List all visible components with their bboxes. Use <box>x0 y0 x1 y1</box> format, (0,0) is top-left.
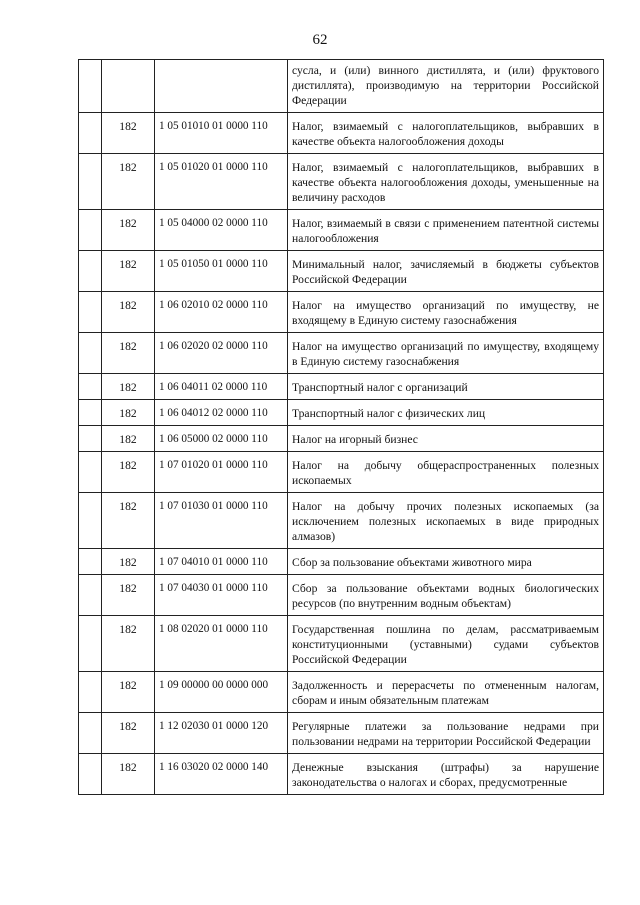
row-number-cell <box>79 60 102 113</box>
row-number-cell <box>79 754 102 795</box>
table-row <box>79 292 604 333</box>
table-row <box>79 754 604 795</box>
admin-code-cell: 182 <box>102 210 155 251</box>
admin-code-cell: 182 <box>102 426 155 452</box>
revenue-description-cell: Налог на имущество организаций по имуществу, входящему в Единую систему газоснабжения <box>288 333 604 374</box>
row-number-cell <box>79 210 102 251</box>
kbk-code-cell: 1 06 02010 02 0000 110 <box>155 292 288 333</box>
table-row <box>79 374 604 400</box>
table-row <box>79 210 604 251</box>
admin-code-cell: 182 <box>102 713 155 754</box>
kbk-code-cell: 1 07 01030 01 0000 110 <box>155 493 288 549</box>
admin-code-cell: 182 <box>102 616 155 672</box>
admin-code-cell: 182 <box>102 575 155 616</box>
kbk-code-cell <box>155 60 288 113</box>
row-number-cell <box>79 713 102 754</box>
kbk-code-cell: 1 06 05000 02 0000 110 <box>155 426 288 452</box>
kbk-code-cell: 1 12 02030 01 0000 120 <box>155 713 288 754</box>
row-number-cell <box>79 292 102 333</box>
revenue-description-cell: Налог, взимаемый в связи с применением патентной системы налогообложения <box>288 210 604 251</box>
row-number-cell <box>79 154 102 210</box>
table-row <box>79 113 604 154</box>
row-number-cell <box>79 400 102 426</box>
admin-code-cell: 182 <box>102 113 155 154</box>
row-number-cell <box>79 616 102 672</box>
admin-code-cell: 182 <box>102 754 155 795</box>
kbk-code-cell: 1 05 01050 01 0000 110 <box>155 251 288 292</box>
table-row <box>79 333 604 374</box>
revenue-description-cell: Транспортный налог с физических лиц <box>288 400 604 426</box>
row-number-cell <box>79 672 102 713</box>
kbk-code-cell: 1 06 04012 02 0000 110 <box>155 400 288 426</box>
revenue-description-cell: Налог на добычу прочих полезных ископаемых (за исключением полезных ископаемых в виде природных алмазов) <box>288 493 604 549</box>
kbk-code-cell: 1 08 02020 01 0000 110 <box>155 616 288 672</box>
row-number-cell <box>79 452 102 493</box>
kbk-code-cell: 1 09 00000 00 0000 000 <box>155 672 288 713</box>
table-row <box>79 400 604 426</box>
admin-code-cell: 182 <box>102 549 155 575</box>
row-number-cell <box>79 575 102 616</box>
revenue-description-cell: сусла, и (или) винного дистиллята, и (или) фруктового дистиллята), производимую на территории Российской Федерации <box>288 60 604 113</box>
admin-code-cell: 182 <box>102 154 155 210</box>
page-number: 62 <box>312 32 328 48</box>
revenue-description-cell: Сбор за пользование объектами водных биологических ресурсов (по внутренним водным объектам) <box>288 575 604 616</box>
revenue-description-cell: Транспортный налог с организаций <box>288 374 604 400</box>
kbk-code-cell: 1 06 04011 02 0000 110 <box>155 374 288 400</box>
kbk-code-cell: 1 05 04000 02 0000 110 <box>155 210 288 251</box>
admin-code-cell: 182 <box>102 400 155 426</box>
row-number-cell <box>79 549 102 575</box>
revenue-description-cell: Регулярные платежи за пользование недрами при пользовании недрами на территории Российской Федерации <box>288 713 604 754</box>
row-number-cell <box>79 426 102 452</box>
revenue-description-cell: Денежные взыскания (штрафы) за нарушение законодательства о налогах и сборах, предусмотренные <box>288 754 604 795</box>
table-row <box>79 713 604 754</box>
table-row <box>79 493 604 549</box>
revenue-description-cell: Налог на игорный бизнес <box>288 426 604 452</box>
admin-code-cell: 182 <box>102 374 155 400</box>
admin-code-cell: 182 <box>102 452 155 493</box>
revenue-description-cell: Налог на добычу общераспространенных полезных ископаемых <box>288 452 604 493</box>
admin-code-cell: 182 <box>102 251 155 292</box>
kbk-code-cell: 1 16 03020 02 0000 140 <box>155 754 288 795</box>
table-row <box>79 672 604 713</box>
revenue-description-cell: Государственная пошлина по делам, рассматриваемым конституционными (уставными) судами субъектов Российской Федерации <box>288 616 604 672</box>
table-row <box>79 575 604 616</box>
row-number-cell <box>79 113 102 154</box>
row-number-cell <box>79 251 102 292</box>
kbk-code-cell: 1 07 04030 01 0000 110 <box>155 575 288 616</box>
admin-code-cell <box>102 60 155 113</box>
table-row <box>79 616 604 672</box>
table-row <box>79 452 604 493</box>
revenue-description-cell: Налог на имущество организаций по имуществу, не входящему в Единую систему газоснабжения <box>288 292 604 333</box>
table-row <box>79 154 604 210</box>
revenue-description-cell: Налог, взимаемый с налогоплательщиков, выбравших в качестве объекта налогообложения доходы <box>288 113 604 154</box>
revenue-description-cell: Минимальный налог, зачисляемый в бюджеты субъектов Российской Федерации <box>288 251 604 292</box>
admin-code-cell: 182 <box>102 493 155 549</box>
admin-code-cell: 182 <box>102 292 155 333</box>
admin-code-cell: 182 <box>102 333 155 374</box>
row-number-cell <box>79 374 102 400</box>
table-row <box>79 251 604 292</box>
row-number-cell <box>79 333 102 374</box>
kbk-code-cell: 1 07 01020 01 0000 110 <box>155 452 288 493</box>
budget-codes-table <box>78 59 604 795</box>
kbk-code-cell: 1 07 04010 01 0000 110 <box>155 549 288 575</box>
kbk-code-cell: 1 06 02020 02 0000 110 <box>155 333 288 374</box>
table-row <box>79 426 604 452</box>
table-body <box>79 60 604 795</box>
revenue-description-cell: Сбор за пользование объектами животного мира <box>288 549 604 575</box>
admin-code-cell: 182 <box>102 672 155 713</box>
kbk-code-cell: 1 05 01020 01 0000 110 <box>155 154 288 210</box>
revenue-description-cell: Задолженность и перерасчеты по отмененным налогам, сборам и иным обязательным платежам <box>288 672 604 713</box>
table-row <box>79 549 604 575</box>
kbk-code-cell: 1 05 01010 01 0000 110 <box>155 113 288 154</box>
revenue-description-cell: Налог, взимаемый с налогоплательщиков, выбравших в качестве объекта налогообложения доходы, уменьшенные на величину расходов <box>288 154 604 210</box>
row-number-cell <box>79 493 102 549</box>
table-row <box>79 60 604 113</box>
